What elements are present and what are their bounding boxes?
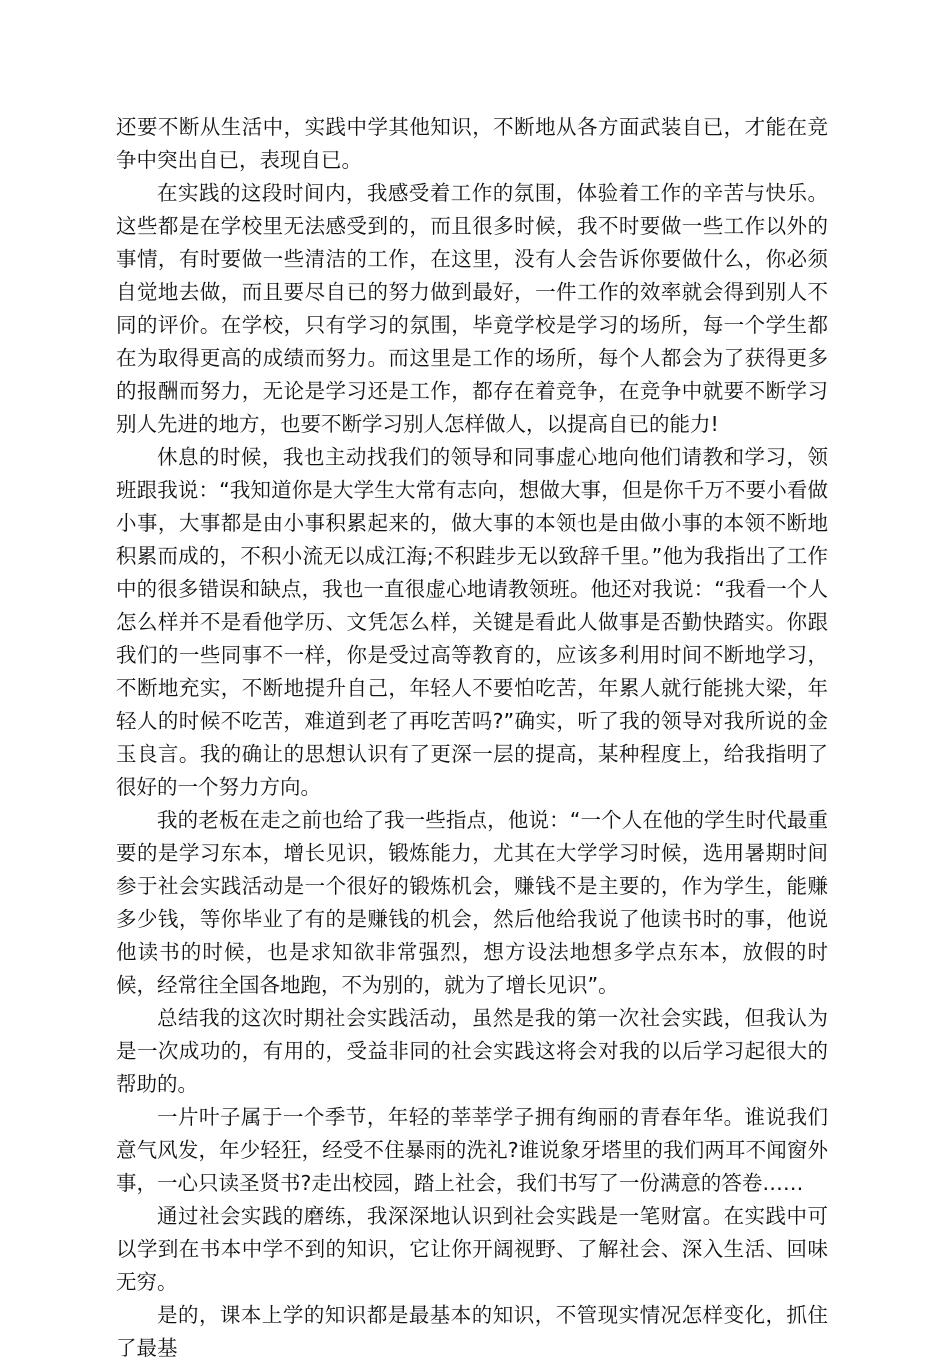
paragraph-6: 一片叶子属于一个季节，年轻的莘莘学子拥有绚丽的青春年华。谁说我们意气风发，年少轻狂，经受不住暴雨的洗礼?谁说象牙塔里的我们两耳不闻窗外事，一心只读圣贤书?走出校园，踏上社会，我们书写了一份满意的答卷…… bbox=[116, 1105, 828, 1195]
paragraph-1: 还要不断从生活中，实践中学其他知识，不断地从各方面武装自已，才能在竞争中突出自已，表现自已。 bbox=[116, 115, 828, 172]
paragraph-4: 我的老板在走之前也给了我一些指点，他说：“一个人在他的学生时代最重要的是学习东本，增长见识，锻炼能力，尤其在大学学习时候，选用暑期时间参于社会实践活动是一个很好的锻炼机会，赚钱不是主要的，作为学生，能赚多少钱，等你毕业了有的是赚钱的机会，然后他给我说了他读书时的事，他说他读书的时候，也是求知欲非常强烈，想方设法地想多学点东本，放假的时候，经常往全国各地跑，不为别的，就为了增长见识”。 bbox=[116, 808, 828, 997]
paragraph-2: 在实践的这段时间内，我感受着工作的氛围，体验着工作的辛苦与快乐。这些都是在学校里无法感受到的，而且很多时候，我不时要做一些工作以外的事情，有时要做一些清洁的工作，在这里，没有人会告诉你要做什么，你必须自觉地去做，而且要尽自已的努力做到最好，一件工作的效率就会得到别人不同的评价。在学校，只有学习的氛围，毕竟学校是学习的场所，每一个学生都在为取得更高的成绩而努力。而这里是工作的场所，每个人都会为了获得更多的报酬而努力，无论是学习还是工作，都存在着竞争，在竞争中就要不断学习别人先进的地方，也要不断学习别人怎样做人，以提高自已的能力! bbox=[116, 181, 828, 436]
paragraph-3: 休息的时候，我也主动找我们的领导和同事虚心地向他们请教和学习，领班跟我说：“我知道你是大学生大常有志向，想做大事，但是你千万不要小看做小事，大事都是由小事积累起来的，做大事的本领也是由做小事的本领不断地积累而成的，不积小流无以成江海;不积跬步无以致辞千里。”他为我指出了工作中的很多错误和缺点，我也一直很虚心地请教领班。他还对我说：“我看一个人怎么样并不是看他学历、文凭怎么样，关键是看此人做事是否勤快踏实。你跟我们的一些同事不一样，你是受过高等教育的，应该多利用时间不断地学习，不断地充实，不断地提升自己，年轻人不要怕吃苦，年累人就行能挑大梁，年轻人的时候不吃苦，难道到老了再吃苦吗?”确实，听了我的领导对我所说的金玉良言。我的确让的思想认识有了更深一层的提高，某种程度上，给我指明了很好的一个努力方向。 bbox=[116, 445, 828, 799]
paragraph-8: 是的，课本上学的知识都是最基本的知识，不管现实情况怎样变化，抓住了最基 bbox=[116, 1303, 828, 1360]
paragraph-7: 通过社会实践的磨练，我深深地认识到社会实践是一笔财富。在实践中可以学到在书本中学不到的知识，它让你开阔视野、了解社会、深入生活、回味无穷。 bbox=[116, 1204, 828, 1294]
document-body bbox=[116, 111, 828, 1365]
paragraph-5: 总结我的这次时期社会实践活动，虽然是我的第一次社会实践，但我认为是一次成功的，有用的，受益非同的社会实践这将会对我的以后学习起很大的帮助的。 bbox=[116, 1006, 828, 1096]
